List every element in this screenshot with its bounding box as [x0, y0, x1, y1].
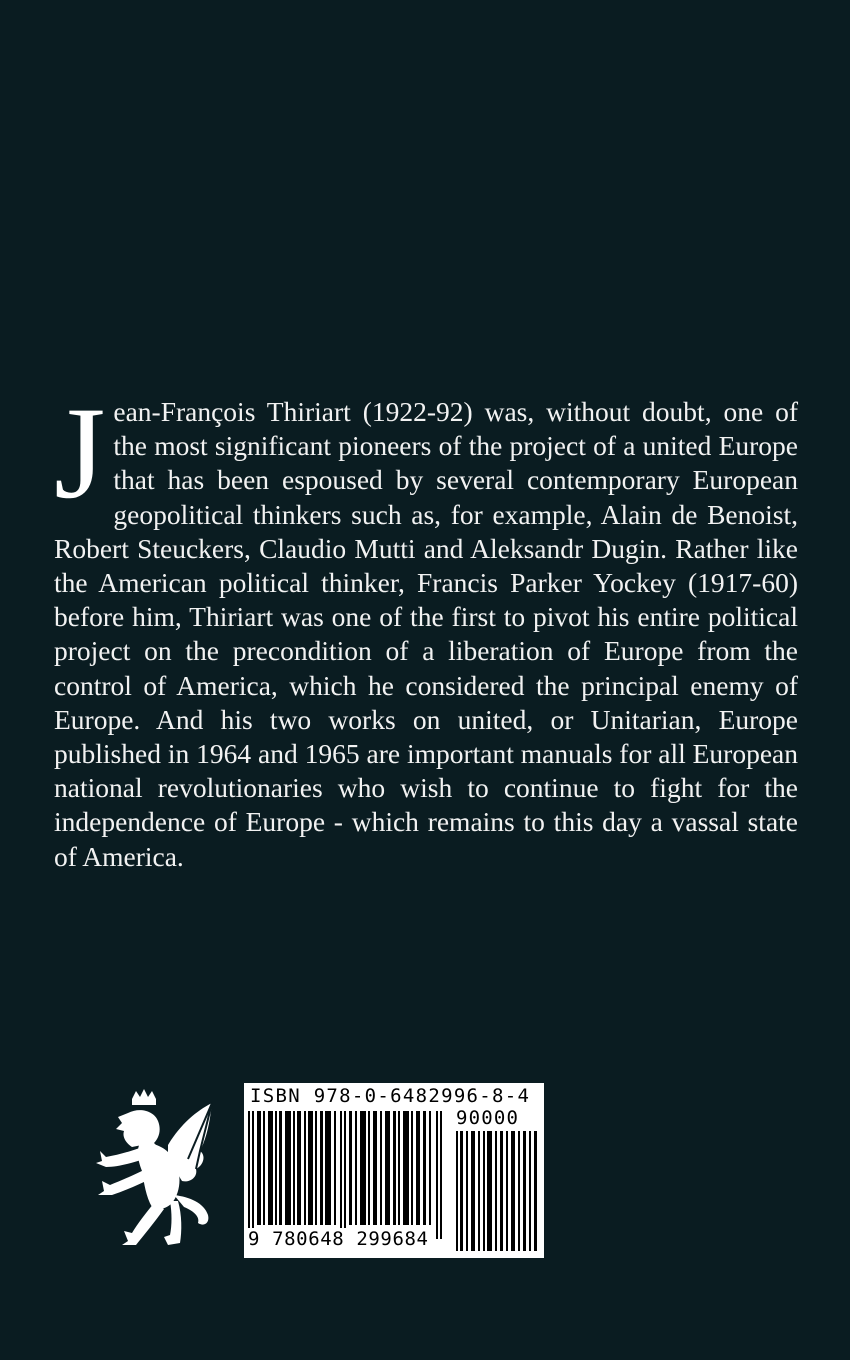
crowned-winged-lion-icon — [88, 1085, 224, 1250]
isbn-barcode — [244, 1083, 544, 1258]
price-barcode-bars — [456, 1131, 538, 1251]
blurb-paragraph — [54, 379, 798, 874]
barcode-digits: 9 780648 299684 — [248, 1228, 429, 1250]
isbn-label: ISBN 978-0-6482996-8-4 — [250, 1085, 531, 1107]
price-code: 90000 — [456, 1107, 520, 1129]
blurb-text: ean-François Thiriart (1922-92) was, without doubt, one of the most significant pioneers of the project of a united Europe that has been espoused by several contemporary European geopolitical thinkers such as, for example, Alain de Benoist, Robert Steuckers, Claudio Mutti and Aleksandr Dugin. Rather like the American political thinker, Francis Parker Yockey (1917-60) before him, Thiriart was one of the first to pivot his entire political project on the precondition of a liberation of Europe from the control of America, which he considered the principal enemy of Europe. And his two works on united, or Unitarian, Europe published in 1964 and 1965 are important manuals for all European national revolutionaries who wish to continue to fight for the independence of Europe - which remains to this day a vassal state of America. — [54, 396, 798, 872]
barcode-bars — [248, 1111, 444, 1239]
drop-cap: J — [54, 379, 106, 526]
